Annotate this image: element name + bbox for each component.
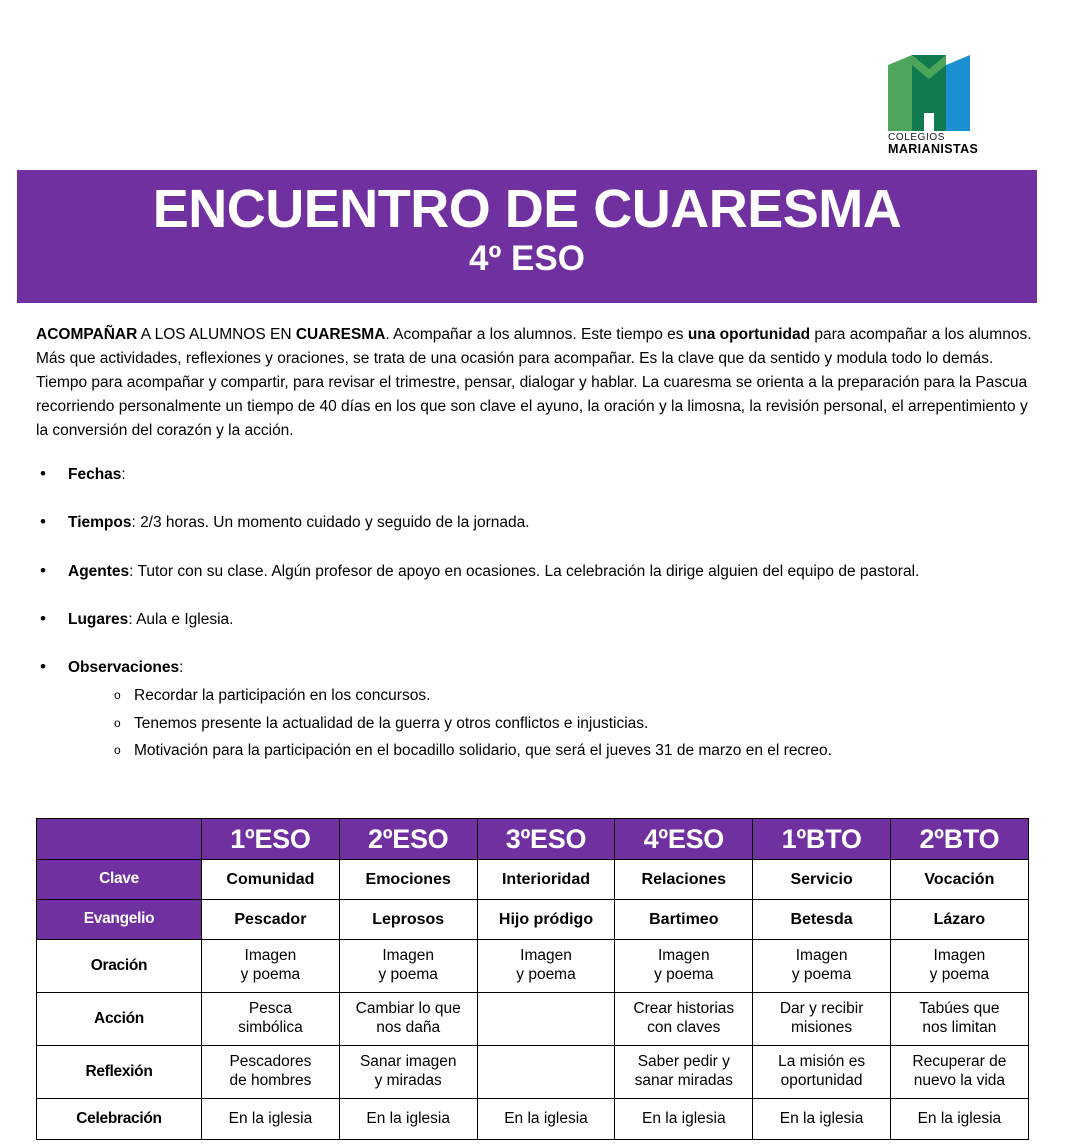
page-subtitle: 4º ESO	[469, 238, 585, 278]
list-item-text	[68, 656, 1032, 766]
list-item-label: Observaciones	[68, 659, 180, 677]
cell-line-1: Betesda	[790, 910, 853, 928]
list-item-rest: :	[179, 659, 184, 677]
table-cell	[477, 860, 615, 900]
document-body	[36, 323, 1032, 766]
list-item-observaciones	[36, 656, 1032, 766]
bullet-list	[36, 463, 1032, 766]
cell-line-1: Lázaro	[933, 910, 986, 928]
table-cell	[753, 1099, 891, 1140]
list-item-text	[68, 463, 1032, 486]
bullet-icon: •	[40, 464, 46, 484]
intro-text-1: A LOS ALUMNOS EN	[137, 326, 296, 343]
table-cell	[339, 860, 477, 900]
cell-line-1: Interioridad	[501, 870, 590, 888]
table-cell	[339, 1099, 477, 1140]
column-header-2eso: 2ºESO	[339, 819, 477, 860]
row-label-clave: Clave	[37, 860, 202, 900]
cell-line-1: Cambiar lo que	[355, 1000, 461, 1018]
cell-line-1: En la iglesia	[917, 1109, 1002, 1127]
cell-line-2: y poema	[516, 966, 576, 983]
table-row-oracion	[37, 940, 1029, 993]
cell-line-1: Bartimeo	[649, 910, 719, 928]
cell-line-2: de hombres	[229, 1072, 312, 1089]
sub-list-item	[68, 739, 1032, 762]
sub-list-item-text: Tenemos presente la actualidad de la guerra y otros conflictos e injusticias.	[134, 714, 649, 732]
cell-line-1: Imagen	[244, 947, 297, 965]
table-cell	[615, 900, 753, 940]
cell-line-2: y poema	[378, 966, 438, 983]
table-cell	[615, 860, 753, 900]
cell-line-1: Hijo pródigo	[498, 910, 594, 928]
list-item-label: Tiempos	[68, 514, 132, 532]
cell-line-1: Recuperar de	[912, 1053, 1007, 1071]
table-cell	[890, 1099, 1028, 1140]
table-corner-cell	[37, 819, 202, 860]
table-cell	[477, 900, 615, 940]
table-cell	[890, 940, 1028, 993]
cell-line-2: oportunidad	[780, 1072, 863, 1089]
table-cell	[477, 940, 615, 993]
table-cell	[615, 940, 753, 993]
table-cell-empty	[477, 993, 615, 1046]
cell-line-1: Saber pedir y	[637, 1053, 730, 1071]
table-row-clave	[37, 860, 1029, 900]
table-cell	[615, 1099, 753, 1140]
list-item-label: Fechas	[68, 466, 122, 484]
logo-wordmark	[888, 133, 998, 156]
cell-line-1: Relaciones	[641, 870, 727, 888]
sub-bullet-icon: o	[114, 715, 121, 730]
sub-bullet-icon: o	[114, 688, 121, 703]
cell-line-1: Imagen	[520, 947, 572, 965]
column-header-3eso: 3ºESO	[477, 819, 615, 860]
table-cell	[890, 860, 1028, 900]
logo-line-marianistas: MARIANISTAS	[888, 142, 979, 157]
cell-line-1: Pescadores	[229, 1053, 312, 1071]
cell-line-1: Imagen	[657, 947, 710, 965]
table-cell	[890, 900, 1028, 940]
list-item-heading	[68, 659, 183, 676]
cell-line-1: Sanar imagen	[359, 1053, 457, 1071]
list-item-text	[68, 511, 1032, 534]
sub-list-item	[68, 712, 1032, 735]
cell-line-1: Comunidad	[226, 870, 315, 888]
cell-line-2: nos limitan	[922, 1019, 997, 1036]
column-header-1bto: 1ºBTO	[753, 819, 891, 860]
intro-bold-oportunidad: una oportunidad	[687, 326, 811, 343]
cell-line-1: Leprosos	[372, 910, 445, 928]
intro-bold-acompanar: ACOMPAÑAR	[36, 326, 138, 343]
table-cell	[890, 1046, 1028, 1099]
cell-line-1: Dar y recibir	[779, 1000, 864, 1018]
row-label-reflexion: Reflexión	[37, 1046, 202, 1099]
intro-paragraph	[36, 323, 1032, 443]
list-item-label: Lugares	[68, 610, 129, 628]
column-header-2bto: 2ºBTO	[890, 819, 1028, 860]
sub-bullet-list	[68, 684, 1032, 762]
marianistas-m-logo-icon	[888, 55, 970, 131]
table-cell	[339, 1046, 477, 1099]
table-cell	[615, 1046, 753, 1099]
bullet-icon: •	[40, 657, 46, 677]
table-cell	[339, 940, 477, 993]
table-cell	[477, 1099, 615, 1140]
cell-line-1: Pesca	[248, 1000, 292, 1018]
cell-line-2: y poema	[929, 966, 990, 983]
levels-table	[36, 818, 1029, 1140]
column-header-4eso: 4ºESO	[615, 819, 753, 860]
cell-line-1: Imagen	[795, 947, 848, 965]
table-cell	[890, 993, 1028, 1046]
table-cell	[202, 860, 340, 900]
table-cell	[202, 1099, 340, 1140]
list-item-tiempos	[36, 511, 1032, 534]
cell-line-2: y miradas	[374, 1072, 442, 1089]
table-row-accion	[37, 993, 1029, 1046]
page-title: ENCUENTRO DE CUARESMA	[152, 179, 902, 239]
levels-table-wrapper	[36, 818, 1028, 1140]
marianistas-logo	[888, 55, 998, 156]
cell-line-1: Vocación	[924, 870, 995, 888]
list-item-fechas	[36, 463, 1032, 486]
list-item-agentes	[36, 560, 1032, 583]
list-item-text	[68, 608, 1032, 631]
sub-list-item-text: Recordar la participación en los concursos.	[134, 687, 431, 705]
table-cell	[753, 993, 891, 1046]
table-cell	[753, 860, 891, 900]
title-banner	[17, 170, 1037, 303]
cell-line-2: simbólica	[238, 1019, 303, 1036]
cell-line-1: Pescador	[234, 910, 307, 928]
cell-line-1: En la iglesia	[779, 1109, 864, 1127]
row-label-evangelio: Evangelio	[37, 900, 202, 940]
cell-line-1: Crear historias	[633, 1000, 735, 1018]
table-cell	[202, 940, 340, 993]
table-row-evangelio	[37, 900, 1029, 940]
cell-line-1: En la iglesia	[366, 1109, 450, 1127]
table-cell	[753, 940, 891, 993]
cell-line-1: Imagen	[933, 947, 986, 965]
cell-line-2: nuevo la vida	[913, 1072, 1006, 1089]
table-cell	[339, 993, 477, 1046]
cell-line-2: y poema	[240, 966, 301, 983]
cell-line-2: y poema	[654, 966, 714, 983]
sub-list-item-text: Motivación para la participación en el bocadillo solidario, que será el jueves 31 de marzo en el recreo.	[134, 741, 832, 759]
intro-bold-cuaresma: CUARESMA	[295, 326, 386, 343]
sub-list-item	[68, 684, 1032, 707]
cell-line-1: La misión es	[778, 1053, 866, 1071]
cell-line-1: En la iglesia	[504, 1109, 588, 1127]
table-cell	[615, 993, 753, 1046]
table-cell	[339, 900, 477, 940]
list-item-rest: : Aula e Iglesia.	[128, 610, 234, 628]
table-cell	[202, 1046, 340, 1099]
list-item-label: Agentes	[68, 562, 130, 580]
table-header-row	[37, 819, 1029, 860]
cell-line-2: misiones	[791, 1019, 853, 1036]
cell-line-1: En la iglesia	[642, 1109, 726, 1127]
row-label-celebracion: Celebración	[37, 1099, 202, 1140]
cell-line-2: nos daña	[376, 1019, 441, 1036]
intro-text-2: . Acompañar a los alumnos. Este tiempo es	[385, 326, 688, 343]
sub-bullet-icon: o	[114, 742, 121, 757]
row-label-accion: Acción	[37, 993, 202, 1046]
cell-line-2: y poema	[791, 966, 852, 983]
bullet-icon: •	[40, 560, 46, 580]
table-row-celebracion	[37, 1099, 1029, 1140]
cell-line-2: sanar miradas	[634, 1072, 733, 1089]
bullet-icon: •	[40, 608, 46, 628]
bullet-icon: •	[40, 512, 46, 532]
table-row-reflexion	[37, 1046, 1029, 1099]
cell-line-1: Emociones	[365, 870, 451, 888]
list-item-rest: : Tutor con su clase. Algún profesor de apoyo en ocasiones. La celebración la dirige alguien del equipo de pastoral.	[129, 562, 920, 580]
cell-line-1: Tabúes que	[919, 1000, 1000, 1018]
table-cell	[753, 1046, 891, 1099]
intro-text-3: para acompañar a los alumnos. Más que actividades, reflexiones y oraciones, se trata de una ocasión para acompañar. Es la clave que da sentido y modula todo lo demás. Tiempo para acompañar y compartir, para revisar el trimestre, pensar, dialogar y hablar. La cuaresma se orienta a la preparación para la Pascua recorriendo personalmente un tiempo de 40 días en los que son clave el ayuno, la oración y la limosna, la revisión personal, el arrepentimiento y la conversión del corazón y la acción.	[36, 326, 1032, 440]
list-item-text	[68, 560, 1032, 583]
logo-line-colegios: COLEGIOS	[888, 132, 946, 143]
list-item-rest: : 2/3 horas. Un momento cuidado y seguido de la jornada.	[131, 514, 530, 532]
cell-line-1: Servicio	[790, 870, 853, 888]
table-cell-empty	[477, 1046, 615, 1099]
column-header-1eso: 1ºESO	[202, 819, 340, 860]
list-item-lugares	[36, 608, 1032, 631]
cell-line-1: Imagen	[382, 947, 435, 965]
list-item-rest: :	[121, 466, 126, 484]
table-cell	[753, 900, 891, 940]
table-cell	[202, 900, 340, 940]
table-cell	[202, 993, 340, 1046]
row-label-oracion: Oración	[37, 940, 202, 993]
cell-line-2: con claves	[647, 1019, 721, 1036]
cell-line-1: En la iglesia	[228, 1109, 313, 1127]
